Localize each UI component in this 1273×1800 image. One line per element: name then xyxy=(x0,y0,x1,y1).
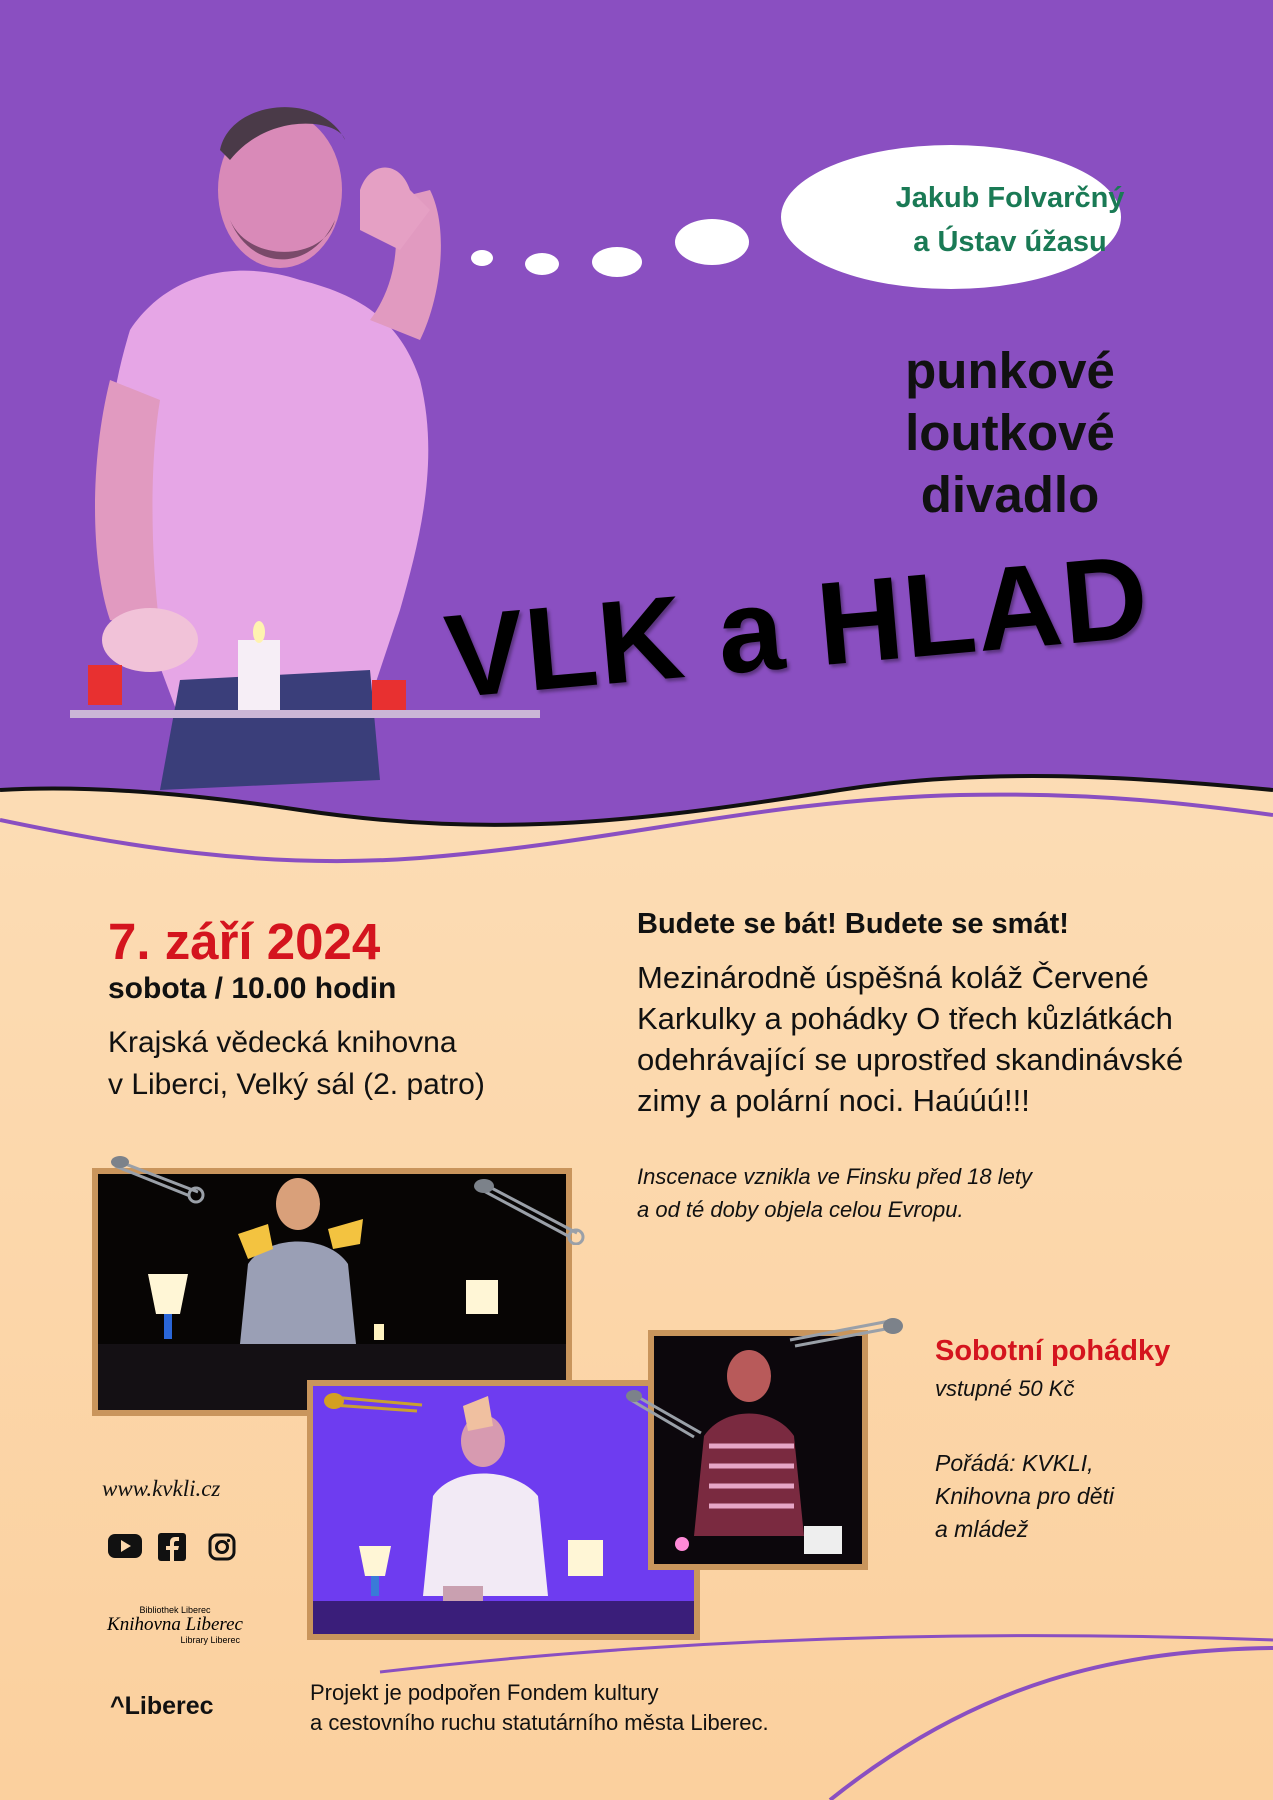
venue-line-1: Krajská vědecká knihovna xyxy=(108,1026,457,1059)
description-line-4: zimy a polární noci. Haúúú!!! xyxy=(637,1083,1030,1118)
event-venue xyxy=(108,1022,485,1106)
description-line-2: Karkulky a pohádky O třech kůzlátkách xyxy=(637,1001,1173,1036)
description-line-1: Mezinárodně úspěšná koláž Červené xyxy=(637,960,1149,995)
library-logo-bottom: Library Liberec xyxy=(180,1635,240,1645)
stage-photo-3 xyxy=(648,1330,868,1570)
description-line-3: odehrávající se uprostřed skandinávské xyxy=(637,1042,1184,1077)
safety-pin-icon xyxy=(472,1175,587,1245)
website-link[interactable]: www.kvkli.cz xyxy=(102,1476,221,1501)
library-logo-main: Knihovna Liberec xyxy=(107,1614,243,1635)
performer-credit xyxy=(790,176,1230,264)
subtitle-line-2: loutkové xyxy=(905,404,1115,461)
show-title: VLK a HLAD xyxy=(440,530,1154,724)
organizer-line-1: Pořádá: KVKLI, xyxy=(935,1450,1094,1476)
event-date: 7. září 2024 xyxy=(108,913,381,970)
organizer-line-2: Knihovna pro děti xyxy=(935,1483,1115,1509)
genre-subtitle xyxy=(780,340,1240,526)
organizer-line-3: a mládež xyxy=(935,1516,1029,1542)
venue-line-2: v Liberci, Velký sál (2. patro) xyxy=(108,1068,485,1101)
safety-pin-icon xyxy=(322,1385,427,1421)
library-logo xyxy=(100,1605,250,1645)
history-note xyxy=(637,1160,1032,1226)
ticket-price: vstupné 50 Kč xyxy=(935,1376,1075,1401)
instagram-icon[interactable] xyxy=(208,1533,242,1561)
library-logo-top: Bibliothek Liberec xyxy=(139,1605,211,1615)
tagline: Budete se bát! Budete se smát! xyxy=(637,908,1069,940)
safety-pin-icon xyxy=(626,1385,706,1440)
funding-note xyxy=(310,1678,769,1738)
safety-pin-icon xyxy=(785,1312,905,1352)
funding-line-2: a cestovního ruchu statutárního města Liberec. xyxy=(310,1710,769,1735)
organizer xyxy=(935,1447,1114,1546)
note-line-1: Inscenace vznikla ve Finsku před 18 lety xyxy=(637,1164,1032,1189)
subtitle-line-3: divadlo xyxy=(920,466,1100,523)
series-name: Sobotní pohádky xyxy=(935,1335,1171,1367)
description-text xyxy=(637,957,1257,1121)
safety-pin-icon xyxy=(110,1150,205,1205)
social-icons xyxy=(108,1533,242,1561)
youtube-icon[interactable] xyxy=(108,1533,142,1561)
note-line-2: a od té doby objela celou Evropu. xyxy=(637,1197,964,1222)
performer-name: Jakub Folvarčný xyxy=(895,182,1125,214)
city-logo: ^Liberec xyxy=(110,1692,214,1720)
event-day-time: sobota / 10.00 hodin xyxy=(108,972,397,1005)
company-name: a Ústav úžasu xyxy=(913,226,1107,258)
funding-line-1: Projekt je podpořen Fondem kultury xyxy=(310,1680,659,1705)
subtitle-line-1: punkové xyxy=(905,342,1115,399)
facebook-icon[interactable] xyxy=(158,1533,192,1561)
